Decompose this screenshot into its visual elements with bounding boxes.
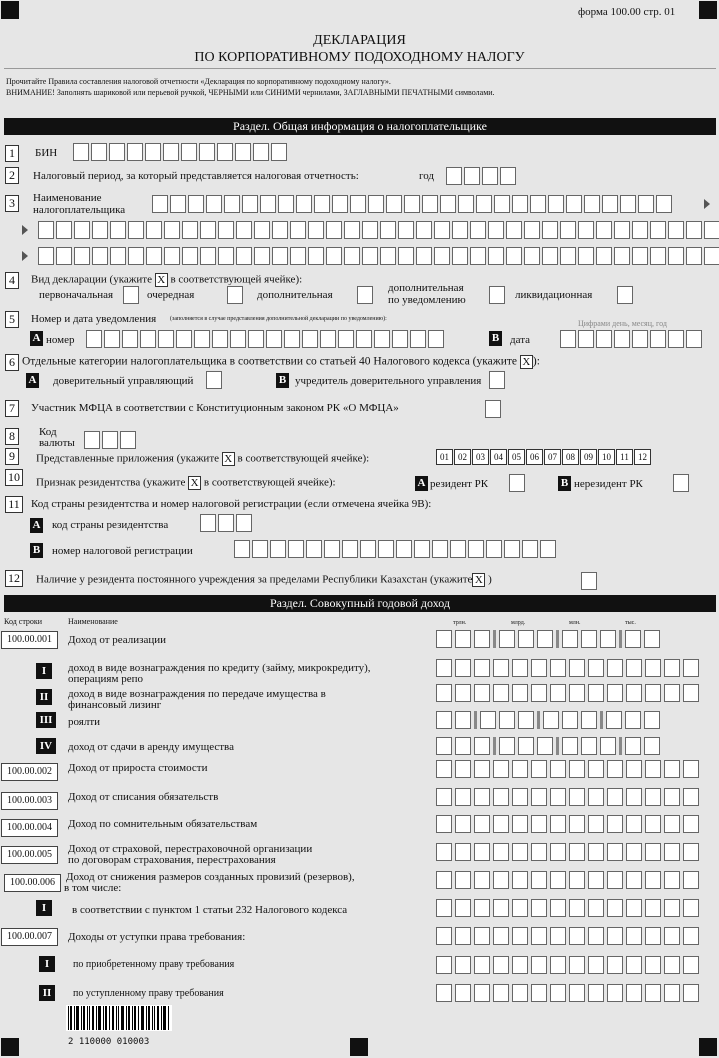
amount-input[interactable]: [436, 871, 702, 889]
section2-title: Раздел. Совокупный годовой доход: [4, 595, 716, 612]
corner-marker-bottom-left: [1, 1038, 19, 1056]
notice-number-label: номер: [46, 334, 75, 346]
row-code: 100.00.005: [1, 846, 58, 864]
trust-founder-checkbox[interactable]: [489, 371, 507, 389]
roman-numeral-badge: II: [39, 985, 55, 1001]
permanent-establishment-checkbox[interactable]: [581, 572, 599, 590]
field-number-5: 5: [5, 311, 19, 328]
continue-arrow-icon: [704, 199, 710, 209]
field-number-4: 4: [5, 272, 19, 289]
notice-date-label: дата: [510, 334, 531, 346]
attachments-checkboxes[interactable]: [436, 449, 652, 465]
attachment-10[interactable]: 10: [598, 449, 615, 465]
field12-label-post: ): [488, 573, 492, 586]
amount-input[interactable]: [436, 684, 702, 702]
row-label-line2: в том числе:: [64, 882, 122, 894]
field8-label-line2: валюты: [39, 437, 75, 449]
attachment-05[interactable]: 05: [508, 449, 525, 465]
field-number-6: 6: [5, 354, 19, 371]
trust-founder-label: учредитель доверительного управления: [295, 375, 482, 387]
decl-type-notice-label-2: по уведомлению: [388, 294, 466, 306]
field-number-3: 3: [5, 195, 19, 212]
decl-type-notice-label-1: дополнительная: [388, 282, 464, 294]
roman-numeral-badge: I: [39, 956, 55, 972]
field9-label-post: в соответствующей ячейке):: [237, 452, 370, 465]
residence-country-input[interactable]: [200, 514, 254, 532]
decl-type-liquidation-checkbox[interactable]: [617, 286, 635, 304]
decl-type-initial-checkbox[interactable]: [123, 286, 141, 304]
field5-label: Номер и дата уведомления: [31, 313, 157, 325]
decl-type-liquidation-label: ликвидационная: [515, 289, 593, 301]
amount-input[interactable]: [436, 927, 702, 945]
field10-label-post: в соответствующей ячейке):: [203, 476, 336, 489]
field12-label-pre: Наличие у резидента постоянного учреждения за пределами Республики Казахстан (укажите: [36, 573, 473, 586]
corner-marker-bottom-mid: [350, 1038, 368, 1056]
row-label-line1: Доход от страховой, перестраховочной организации: [68, 843, 313, 855]
attachment-07[interactable]: 07: [544, 449, 561, 465]
row-label-line1: доход в виде вознаграждения по передаче имущества в: [68, 688, 326, 700]
roman-numeral-badge: III: [36, 712, 56, 728]
corner-marker-bottom-right: [699, 1038, 717, 1056]
field6-label-text: Отдельные категории налогоплательщика в соответствии со статьей 40 Налогового кодекса (укажите: [22, 355, 517, 368]
field-number-8: 8: [5, 428, 19, 445]
amount-input[interactable]: [436, 899, 702, 917]
unit-billion: млрд.: [511, 620, 526, 626]
amount-input[interactable]: [436, 630, 663, 648]
attachment-09[interactable]: 09: [580, 449, 597, 465]
letter-a-badge: A: [26, 373, 39, 388]
residence-country-label: код страны резидентства: [52, 519, 169, 531]
field4-label: [31, 273, 302, 287]
attachment-03[interactable]: 03: [472, 449, 489, 465]
taxpayer-name-input-row3[interactable]: [38, 247, 719, 265]
tax-registration-label: номер налоговой регистрации: [52, 545, 193, 557]
field3-label-line2: налогоплательщика: [33, 204, 126, 216]
row-code: 100.00.006: [4, 874, 61, 892]
amount-input[interactable]: [436, 737, 663, 755]
field8-label-line1: Код: [39, 426, 57, 438]
letter-b-badge: B: [558, 476, 571, 491]
notice-number-input[interactable]: [86, 330, 446, 348]
amount-input[interactable]: [436, 815, 702, 833]
field-number-1: 1: [5, 145, 19, 162]
x-sample-box: X: [520, 355, 533, 369]
title-line1: ДЕКЛАРАЦИЯ: [313, 33, 406, 48]
amount-input[interactable]: [436, 711, 663, 729]
roman-numeral-badge: I: [36, 663, 52, 679]
field9-label: [36, 452, 369, 466]
attachment-02[interactable]: 02: [454, 449, 471, 465]
row-label: Доход от реализации: [68, 634, 167, 646]
taxpayer-name-input-row1[interactable]: [152, 195, 674, 213]
field-number-2: 2: [5, 167, 19, 184]
trustee-checkbox[interactable]: [206, 371, 224, 389]
row-label-line1: доход в виде вознаграждения по кредиту (займу, микрокредиту),: [68, 662, 371, 674]
barcode-image: [66, 1005, 172, 1037]
row-label-line2: финансовый лизинг: [68, 699, 162, 711]
attachment-12[interactable]: 12: [634, 449, 651, 465]
row-code: 100.00.002: [1, 763, 58, 781]
x-sample-box: X: [188, 476, 201, 490]
continue-arrow-icon: [22, 251, 28, 261]
aifc-participant-checkbox[interactable]: [485, 400, 503, 418]
bin-input[interactable]: [73, 143, 289, 161]
letter-a-badge: A: [30, 518, 43, 533]
x-sample-box: X: [472, 573, 485, 587]
decl-type-notice-checkbox[interactable]: [489, 286, 507, 304]
corner-marker-top-right: [699, 1, 717, 19]
field1-label: БИН: [35, 147, 58, 159]
col-name-header: Наименование: [68, 617, 118, 626]
amount-input[interactable]: [436, 984, 702, 1002]
continue-arrow-icon: [22, 225, 28, 235]
row-label: по уступленному праву требования: [73, 988, 224, 999]
nonresident-label: нерезидент РК: [574, 478, 643, 490]
field4-label-pre: Вид декларации (укажите: [31, 273, 152, 286]
attachment-01[interactable]: 01: [436, 449, 453, 465]
x-sample-box: X: [155, 273, 168, 287]
row-label: в соответствии с пунктом 1 статьи 232 Налогового кодекса: [72, 904, 348, 916]
decl-type-initial-label: первоначальная: [39, 289, 114, 301]
col-code-header: Код строки: [4, 617, 43, 626]
instruction-text-2: ВНИМАНИЕ! Заполнять шариковой или перьевой ручкой, ЧЕРНЫМИ или СИНИМИ чернилами, ЗАГЛАВНЫМИ ПЕЧАТНЫМИ символами.: [6, 88, 495, 97]
letter-a-badge: A: [30, 331, 43, 346]
amount-input[interactable]: [436, 956, 702, 974]
attachment-06[interactable]: 06: [526, 449, 543, 465]
taxpayer-name-input-row2[interactable]: [38, 221, 719, 239]
nonresident-checkbox[interactable]: [673, 474, 691, 492]
field9-label-pre: Представленные приложения (укажите: [36, 452, 220, 465]
attachment-04[interactable]: 04: [490, 449, 507, 465]
decl-type-regular-checkbox[interactable]: [227, 286, 245, 304]
form-reference: форма 100.00 стр. 01: [578, 6, 676, 18]
row-label: Доход от прироста стоимости: [68, 762, 208, 774]
x-sample-box: X: [222, 452, 235, 466]
field2-label: Налоговый период, за который представляется налоговая отчетность:: [33, 170, 359, 182]
field5-date-hint: Цифрами день, месяц, год: [578, 319, 667, 328]
resident-checkbox[interactable]: [509, 474, 527, 492]
unit-trillion: трлн.: [453, 620, 467, 626]
field6-label: [22, 355, 540, 369]
roman-numeral-badge: II: [36, 689, 52, 705]
decl-type-regular-label: очередная: [147, 289, 195, 301]
roman-numeral-badge: I: [36, 900, 52, 916]
amount-input[interactable]: [436, 659, 702, 677]
tax-year-input[interactable]: [446, 167, 518, 185]
field3-label-line1: Наименование: [33, 192, 102, 204]
unit-million: млн.: [569, 620, 581, 626]
decl-type-additional-checkbox[interactable]: [357, 286, 375, 304]
field10-label: [36, 476, 336, 490]
decl-type-additional-label: дополнительная: [257, 289, 333, 301]
notice-date-input[interactable]: [560, 330, 704, 348]
row-label-line1: Доход от снижения размеров созданных провизий (резервов),: [66, 871, 355, 883]
barcode-number: 2 110000 010003: [68, 1037, 150, 1047]
amount-input[interactable]: [436, 760, 702, 778]
row-label: доход от сдачи в аренду имущества: [68, 741, 234, 753]
row-code: 100.00.003: [1, 792, 58, 810]
field12-label: [36, 573, 492, 587]
attachment-11[interactable]: 11: [616, 449, 633, 465]
section1-title: Раздел. Общая информация о налогоплательщике: [4, 118, 716, 135]
field5-note: (заполняется в случае представления дополнительной декларации по уведомлению):: [170, 316, 387, 322]
field2-year-label: год: [419, 170, 435, 182]
row-label-line2: операциям репо: [68, 673, 143, 685]
letter-a-badge: A: [415, 476, 428, 491]
unit-thousand: тыс.: [625, 620, 636, 626]
currency-code-input[interactable]: [84, 431, 138, 449]
row-code: 100.00.004: [1, 819, 58, 837]
letter-b-badge: B: [30, 543, 43, 558]
letter-b-badge: B: [276, 373, 289, 388]
row-code: 100.00.001: [1, 631, 58, 649]
field6-label-tail: ):: [532, 355, 540, 368]
row-label-line2: по договорам страхования, перестрахования: [68, 854, 276, 866]
field-number-11: 11: [5, 496, 23, 513]
attachment-08[interactable]: 08: [562, 449, 579, 465]
field-number-7: 7: [5, 400, 19, 417]
amount-input[interactable]: [436, 788, 702, 806]
row-label: Доходы от уступки права требования:: [68, 931, 246, 943]
letter-b-badge: B: [489, 331, 502, 346]
field-number-9: 9: [5, 448, 19, 465]
field-number-10: 10: [5, 469, 23, 486]
row-code: 100.00.007: [1, 928, 58, 946]
row-label: роялти: [68, 716, 101, 728]
roman-numeral-badge: IV: [36, 738, 56, 754]
amount-input[interactable]: [436, 843, 702, 861]
field4-label-post: в соответствующей ячейке):: [170, 273, 303, 286]
field-number-12: 12: [5, 570, 23, 587]
resident-label: резидент РК: [430, 478, 489, 490]
field7-label: Участник МФЦА в соответствии с Конституционным законом РК «О МФЦА»: [31, 402, 399, 414]
instruction-text-1: Прочитайте Правила составления налоговой отчетности «Декларация по корпоративному подоходному налогу».: [6, 77, 391, 86]
title-line2: ПО КОРПОРАТИВНОМУ ПОДОХОДНОМУ НАЛОГУ: [194, 50, 525, 65]
trustee-label: доверительный управляющий: [53, 375, 194, 387]
header-divider: [4, 68, 716, 69]
row-label: Доход от списания обязательств: [68, 791, 219, 803]
corner-marker-top-left: [1, 1, 19, 19]
tax-registration-input[interactable]: [234, 540, 558, 558]
field10-label-pre: Признак резидентства (укажите: [36, 476, 186, 489]
row-label: Доход по сомнительным обязательствам: [68, 818, 258, 830]
row-label: по приобретенному праву требования: [73, 959, 235, 970]
field11-label: Код страны резидентства и номер налоговой регистрации (если отмечена ячейка 9B):: [31, 498, 432, 510]
